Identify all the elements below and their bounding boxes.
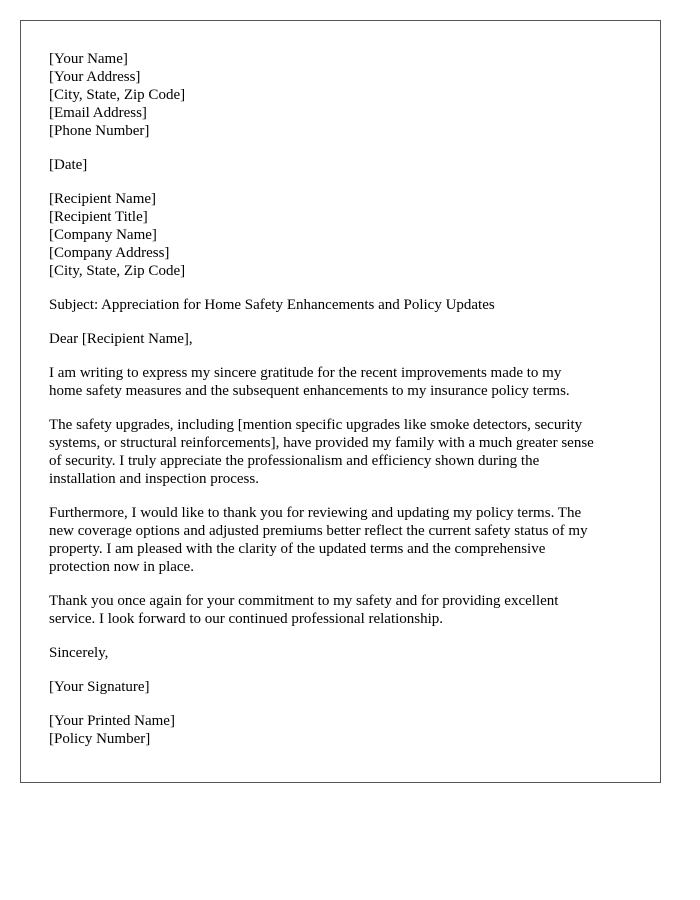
text-line: [Recipient Title] bbox=[49, 209, 148, 225]
text-line: [Email Address] bbox=[49, 105, 147, 121]
text-line: new coverage options and adjusted premiums better reflect the current safety status of my bbox=[49, 523, 588, 539]
sender-block bbox=[49, 50, 640, 140]
text-line: Sincerely, bbox=[49, 645, 109, 661]
text-line: Dear [Recipient Name], bbox=[49, 331, 193, 347]
text-line: property. I am pleased with the clarity of the updated terms and the comprehensive bbox=[49, 541, 546, 557]
text-line: I am writing to express my sincere gratitude for the recent improvements made to my bbox=[49, 365, 562, 381]
text-line: installation and inspection process. bbox=[49, 471, 259, 487]
date bbox=[49, 156, 640, 174]
text-line: [City, State, Zip Code] bbox=[49, 87, 186, 103]
text-line: systems, or structural reinforcements], have provided my family with a much greater sense bbox=[49, 435, 594, 451]
printed-name-block bbox=[49, 712, 640, 748]
text-line: [Your Signature] bbox=[49, 679, 150, 695]
text-line: [Recipient Name] bbox=[49, 191, 157, 207]
text-line: [Your Name] bbox=[49, 51, 128, 67]
letter-page bbox=[20, 20, 661, 783]
text-line: The safety upgrades, including [mention specific upgrades like smoke detectors, security bbox=[49, 417, 583, 433]
text-line: Thank you once again for your commitment to my safety and for providing excellent bbox=[49, 593, 559, 609]
text-line: [Phone Number] bbox=[49, 123, 150, 139]
subject-line bbox=[49, 296, 640, 314]
text-line: Furthermore, I would like to thank you for reviewing and updating my policy terms. The bbox=[49, 505, 582, 521]
body-paragraph-4 bbox=[49, 592, 640, 628]
body-paragraph-3 bbox=[49, 504, 640, 576]
text-line: protection now in place. bbox=[49, 559, 194, 575]
text-line: [City, State, Zip Code] bbox=[49, 263, 186, 279]
text-line: of security. I truly appreciate the professionalism and efficiency shown during the bbox=[49, 453, 540, 469]
body-paragraph-2 bbox=[49, 416, 640, 488]
text-line: Subject: Appreciation for Home Safety Enhancements and Policy Updates bbox=[49, 297, 495, 313]
text-line: [Company Name] bbox=[49, 227, 157, 243]
salutation bbox=[49, 330, 640, 348]
text-line: [Your Address] bbox=[49, 69, 141, 85]
body-paragraph-1 bbox=[49, 364, 640, 400]
recipient-block bbox=[49, 190, 640, 280]
closing bbox=[49, 644, 640, 662]
text-line: [Company Address] bbox=[49, 245, 170, 261]
signature bbox=[49, 678, 640, 696]
text-line: [Policy Number] bbox=[49, 731, 151, 747]
text-line: [Date] bbox=[49, 157, 88, 173]
text-line: [Your Printed Name] bbox=[49, 713, 175, 729]
text-line: service. I look forward to our continued professional relationship. bbox=[49, 611, 444, 627]
text-line: home safety measures and the subsequent enhancements to my insurance policy terms. bbox=[49, 383, 570, 399]
letter-content bbox=[49, 50, 640, 764]
